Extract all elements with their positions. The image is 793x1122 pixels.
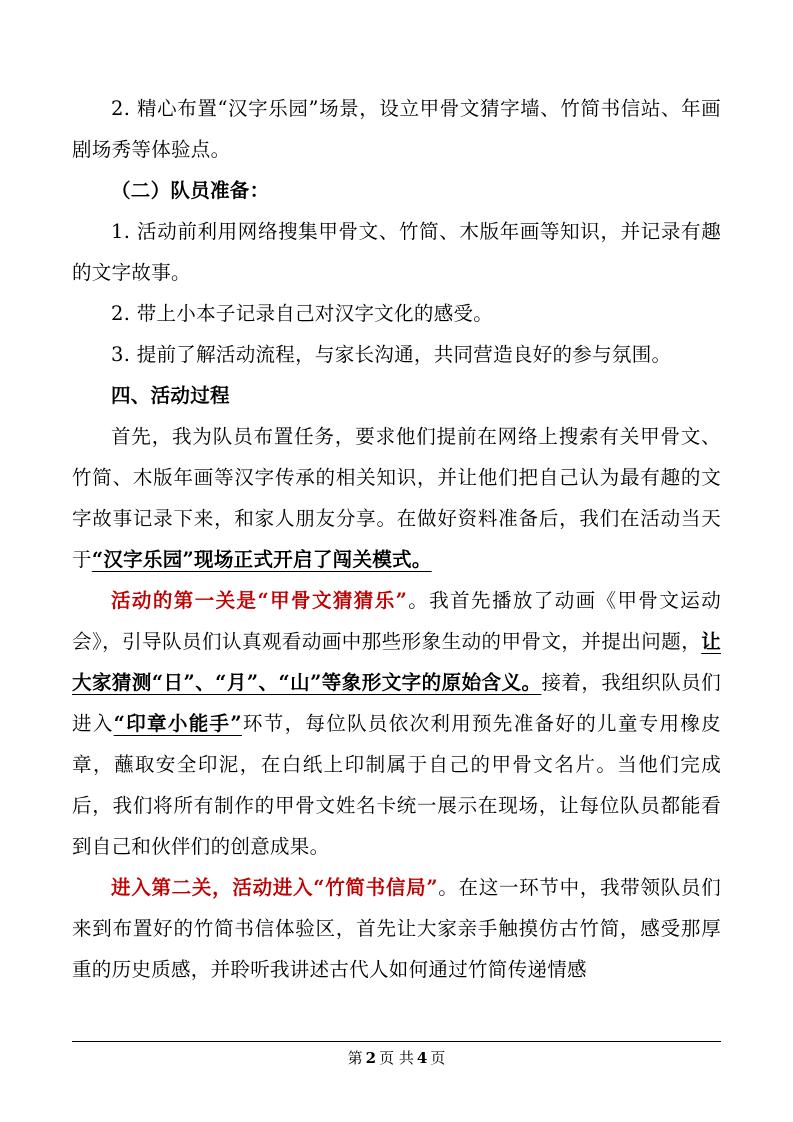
paragraph-prep-2 — [72, 293, 721, 334]
text-run: 首先，我为队员布置任务，要求他们提前在网络上搜索有关甲骨文、竹简、木版年画等汉字传承的相关知识，并让他们把自己认为最有趣的文字故事记录下来，和家人朋友分享。在做好资料准备后，我们在活动当天于 — [72, 425, 721, 571]
paragraph-process-intro — [72, 416, 721, 580]
paragraph-prep-3 — [72, 334, 721, 375]
text-run-emphasis: “印章小能手” — [113, 712, 242, 735]
footer-suffix: 页 — [430, 1049, 446, 1067]
text-run-emphasis: “汉字乐园”现场正式开启了闯关模式。 — [91, 548, 432, 571]
text-run: 2. 精心布置“汉字乐园”场景，设立甲骨文猜字墙、竹简书信站、年画剧场秀等体验点。 — [72, 97, 721, 161]
text-run: 环节，每位队员依次利用预先准备好的儿童专用橡皮章，蘸取安全印泥，在白纸上印制属于自己的甲骨文名片。当他们完成后，我们将所有制作的甲骨文姓名卡统一展示在现场，让每位队员都能看到自己和伙伴们的创意成果。 — [72, 712, 721, 858]
text-run-highlight: 活动的第一关是“甲骨文猜猜乐” — [111, 589, 408, 612]
page-footer — [0, 1047, 793, 1068]
footer-total-pages: 4 — [416, 1049, 428, 1067]
document-body — [72, 88, 721, 990]
paragraph-level-two — [72, 867, 721, 990]
paragraph-level-one — [72, 580, 721, 867]
text-run: 。在这一环节中，我带领队员们来到布置好的竹简书信体验区，首先让大家亲手触摸仿古竹简，感受那厚重的历史质感，并聆听我讲述古代人如何通过竹简传递情感 — [72, 876, 721, 981]
paragraph-heading-section-four — [72, 375, 721, 416]
text-run: 。我首先播放了动画《甲骨文运动会》，引导队员们认真观看动画中那些形象生动的甲骨文，并提出问题， — [72, 589, 721, 653]
text-run-emphasis: 让大家猜测“日”、“月”、“山”等象形文字的原始含义。 — [72, 630, 721, 694]
footer-current-page: 2 — [365, 1049, 377, 1067]
footer-middle: 页 共 — [379, 1049, 414, 1067]
text-run-highlight: 进入第二关，活动进入“竹简书信局” — [111, 876, 438, 899]
text-run: （二）队员准备： — [111, 179, 270, 202]
footer-prefix: 第 — [347, 1049, 363, 1067]
text-run: 2. 带上小本子记录自己对汉字文化的感受。 — [111, 302, 494, 325]
paragraph-heading-team-prep — [72, 170, 721, 211]
text-run: 接着，我组织队员们进入 — [72, 671, 721, 735]
paragraph-prep-1 — [72, 211, 721, 293]
footer-divider — [72, 1041, 721, 1042]
text-run: 3. 提前了解活动流程，与家长沟通，共同营造良好的参与氛围。 — [111, 343, 672, 366]
paragraph-venue-setup — [72, 88, 721, 170]
text-run: 四、活动过程 — [111, 384, 230, 407]
text-run: 1. 活动前利用网络搜集甲骨文、竹简、木版年画等知识，并记录有趣的文字故事。 — [72, 220, 721, 284]
